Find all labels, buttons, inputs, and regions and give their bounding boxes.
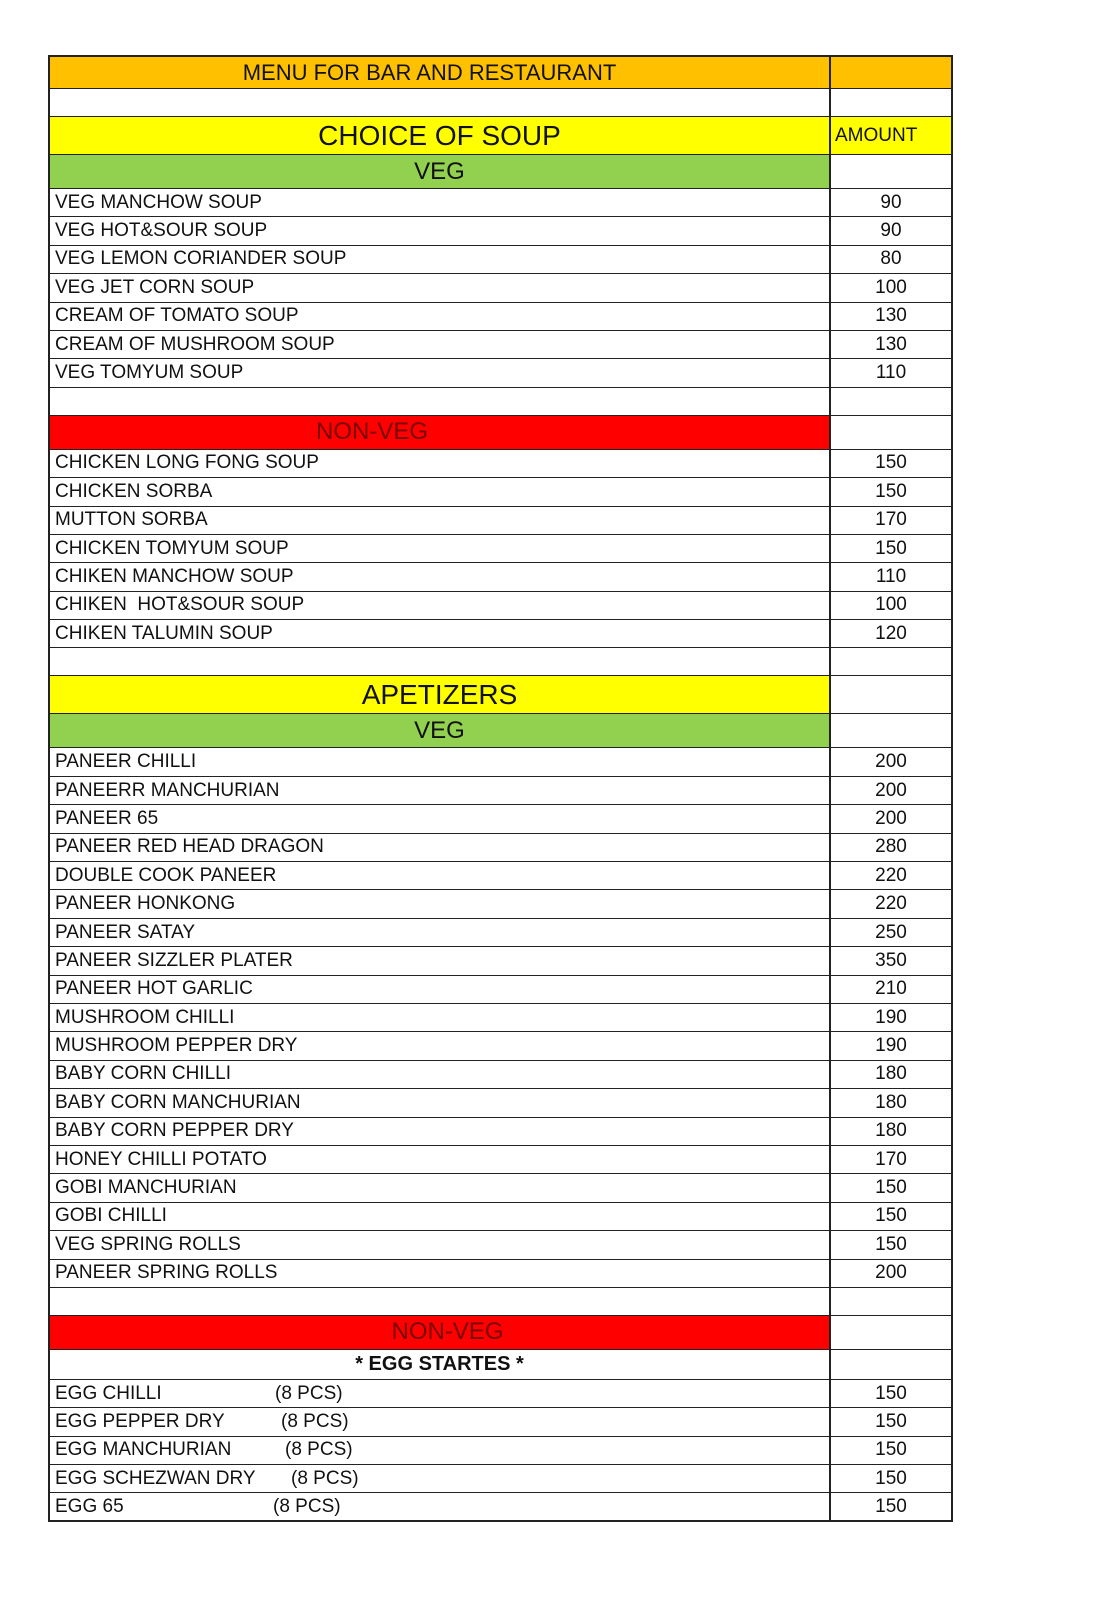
- item-price: 90: [880, 220, 902, 242]
- item-name: VEG MANCHOW SOUP: [55, 191, 262, 213]
- item-price: 280: [875, 836, 907, 858]
- egg-list: [48, 1380, 953, 1522]
- menu-title: MENU FOR BAR AND RESTAURANT: [242, 59, 617, 85]
- item-price: 200: [875, 1262, 907, 1284]
- menu-item-row: [48, 1437, 953, 1465]
- item-price: 150: [875, 452, 907, 474]
- item-price: 210: [875, 978, 907, 1000]
- soup-nonveg-cell: [50, 416, 831, 449]
- appetizers-veg-list: [48, 748, 953, 1287]
- item-price: 150: [875, 1205, 907, 1227]
- menu-item-row: [48, 1465, 953, 1493]
- item-price: 100: [875, 594, 907, 616]
- menu-item-row: [48, 1260, 953, 1288]
- menu-item-row: [48, 748, 953, 776]
- item-name: PANEER HOT GARLIC: [55, 978, 253, 1000]
- item-name: PANEER SATAY: [55, 921, 196, 943]
- item-name: EGG 65: [55, 1495, 124, 1517]
- menu-item-row: [48, 303, 953, 331]
- item-name: MUTTON SORBA: [55, 509, 208, 531]
- amount-header: [831, 117, 951, 154]
- soup-nonveg-row: [48, 416, 953, 450]
- item-price: 190: [875, 1035, 907, 1057]
- blank-row: [48, 388, 953, 416]
- appetizers-heading-cell: [50, 676, 831, 713]
- soup-veg-cell: [50, 155, 831, 188]
- menu-item-row: [48, 620, 953, 648]
- menu-item-row: [48, 834, 953, 862]
- soup-heading-row: [48, 117, 953, 155]
- item-name: BABY CORN MANCHURIAN: [55, 1091, 301, 1113]
- menu-item-row: [48, 1004, 953, 1032]
- appetizers-veg-cell: [50, 714, 831, 747]
- menu-table: [48, 55, 953, 1522]
- item-name: PANEER SPRING ROLLS: [55, 1262, 278, 1284]
- item-name: MUSHROOM CHILLI: [55, 1006, 235, 1028]
- menu-title-amount-cell: [831, 57, 951, 88]
- item-name: VEG JET CORN SOUP: [55, 276, 255, 298]
- menu-item-row: [48, 1061, 953, 1089]
- menu-item-row: [48, 274, 953, 302]
- menu-item-row: [48, 331, 953, 359]
- item-price: 120: [875, 622, 907, 644]
- item-quantity: (8 PCS): [291, 1467, 359, 1489]
- menu-item-row: [48, 1203, 953, 1231]
- menu-item-row: [48, 976, 953, 1004]
- menu-item-row: [48, 1089, 953, 1117]
- menu-title-cell: [50, 57, 831, 88]
- menu-item-row: [48, 189, 953, 217]
- item-name: CHIKEN HOT&SOUR SOUP: [55, 594, 305, 616]
- item-price: 110: [875, 362, 907, 384]
- menu-item-row: [48, 592, 953, 620]
- item-price: 150: [875, 1177, 907, 1199]
- menu-item-row: [48, 1380, 953, 1408]
- item-price: 220: [875, 893, 907, 915]
- item-name: GOBI MANCHURIAN: [55, 1177, 237, 1199]
- menu-item-row: [48, 947, 953, 975]
- item-name: BABY CORN PEPPER DRY: [55, 1120, 294, 1142]
- appetizers-heading: APETIZERS: [361, 678, 518, 710]
- item-name: GOBI CHILLI: [55, 1205, 167, 1227]
- item-quantity: (8 PCS): [273, 1495, 341, 1517]
- soup-veg-list: [48, 189, 953, 388]
- soup-veg-row: [48, 155, 953, 189]
- menu-item-row: [48, 1231, 953, 1259]
- item-price: 130: [875, 333, 907, 355]
- menu-item-row: [48, 450, 953, 478]
- item-name: CREAM OF TOMATO SOUP: [55, 305, 299, 327]
- item-price: 200: [875, 807, 907, 829]
- item-name: CHICKEN TOMYUM SOUP: [55, 537, 289, 559]
- menu-item-row: [48, 890, 953, 918]
- item-price: 170: [875, 509, 907, 531]
- menu-item-row: [48, 862, 953, 890]
- soup-heading-cell: [50, 117, 831, 154]
- soup-veg-label: VEG: [414, 157, 465, 185]
- item-price: 100: [875, 276, 907, 298]
- item-name: EGG SCHEZWAN DRY: [55, 1467, 256, 1489]
- item-name: DOUBLE COOK PANEER: [55, 864, 277, 886]
- item-price: 350: [875, 949, 907, 971]
- menu-item-row: [48, 1174, 953, 1202]
- menu-item-row: [48, 507, 953, 535]
- appetizers-nonveg-cell: [50, 1316, 831, 1349]
- item-name: PANEER CHILLI: [55, 751, 197, 773]
- item-price: 190: [875, 1006, 907, 1028]
- item-name: CHIKEN TALUMIN SOUP: [55, 622, 273, 644]
- item-name: PANEER SIZZLER PLATER: [55, 949, 293, 971]
- item-name: PANEER HONKONG: [55, 893, 236, 915]
- item-price: 150: [875, 1410, 907, 1432]
- item-name: CHICKEN LONG FONG SOUP: [55, 452, 319, 474]
- item-name: PANEER RED HEAD DRAGON: [55, 836, 324, 858]
- menu-item-row: [48, 1118, 953, 1146]
- item-price: 180: [875, 1063, 907, 1085]
- menu-item-row: [48, 563, 953, 591]
- appetizers-veg-label: VEG: [414, 716, 465, 744]
- item-name: EGG PEPPER DRY: [55, 1410, 225, 1432]
- menu-item-row: [48, 359, 953, 387]
- item-price: 220: [875, 864, 907, 886]
- item-quantity: (8 PCS): [285, 1439, 353, 1461]
- menu-item-row: [48, 1032, 953, 1060]
- item-name: CHIKEN MANCHOW SOUP: [55, 565, 294, 587]
- item-name: EGG MANCHURIAN: [55, 1439, 232, 1461]
- item-price: 150: [875, 1382, 907, 1404]
- item-name: VEG HOT&SOUR SOUP: [55, 220, 268, 242]
- appetizers-nonveg-row: [48, 1316, 953, 1350]
- item-price: 200: [875, 779, 907, 801]
- amount-label: AMOUNT: [835, 124, 918, 146]
- item-price: 150: [875, 1233, 907, 1255]
- blank-row: [48, 648, 953, 676]
- egg-heading-cell: [50, 1350, 831, 1379]
- item-price: 150: [875, 480, 907, 502]
- item-price: 80: [880, 248, 902, 270]
- menu-item-row: [48, 535, 953, 563]
- item-name: VEG LEMON CORIANDER SOUP: [55, 248, 347, 270]
- menu-item-row: [48, 1408, 953, 1436]
- item-price: 170: [875, 1148, 907, 1170]
- item-name: BABY CORN CHILLI: [55, 1063, 231, 1085]
- soup-heading: CHOICE OF SOUP: [318, 119, 561, 151]
- blank-row: [48, 1288, 953, 1316]
- item-name: EGG CHILLI: [55, 1382, 162, 1404]
- menu-item-row: [48, 246, 953, 274]
- item-name: CHICKEN SORBA: [55, 480, 213, 502]
- menu-item-row: [48, 919, 953, 947]
- item-price: 150: [875, 1495, 907, 1517]
- item-quantity: (8 PCS): [275, 1382, 343, 1404]
- item-name: HONEY CHILLI POTATO: [55, 1148, 267, 1170]
- item-price: 150: [875, 1439, 907, 1461]
- item-name: VEG SPRING ROLLS: [55, 1233, 241, 1255]
- item-price: 110: [875, 565, 907, 587]
- menu-item-row: [48, 1146, 953, 1174]
- item-quantity: (8 PCS): [281, 1410, 349, 1432]
- item-price: 150: [875, 537, 907, 559]
- menu-item-row: [48, 478, 953, 506]
- item-price: 90: [880, 191, 902, 213]
- appetizers-nonveg-label: NON-VEG: [391, 1318, 504, 1346]
- item-price: 250: [875, 921, 907, 943]
- item-name: MUSHROOM PEPPER DRY: [55, 1035, 298, 1057]
- appetizers-heading-row: [48, 676, 953, 714]
- item-name: PANEERR MANCHURIAN: [55, 779, 280, 801]
- item-price: 200: [875, 751, 907, 773]
- menu-item-row: [48, 1493, 953, 1521]
- appetizers-veg-row: [48, 714, 953, 748]
- menu-item-row: [48, 805, 953, 833]
- item-price: 180: [875, 1091, 907, 1113]
- menu-title-row: [48, 55, 953, 89]
- item-price: 150: [875, 1467, 907, 1489]
- menu-item-row: [48, 217, 953, 245]
- menu-item-row: [48, 777, 953, 805]
- item-price: 180: [875, 1120, 907, 1142]
- item-name: VEG TOMYUM SOUP: [55, 362, 244, 384]
- item-name: CREAM OF MUSHROOM SOUP: [55, 333, 335, 355]
- blank-row: [48, 89, 953, 117]
- soup-nonveg-label: NON-VEG: [316, 418, 429, 446]
- egg-heading-row: [48, 1350, 953, 1380]
- item-name: PANEER 65: [55, 807, 159, 829]
- soup-nonveg-list: [48, 450, 953, 649]
- egg-heading: * EGG STARTES *: [355, 1352, 524, 1375]
- item-price: 130: [875, 305, 907, 327]
